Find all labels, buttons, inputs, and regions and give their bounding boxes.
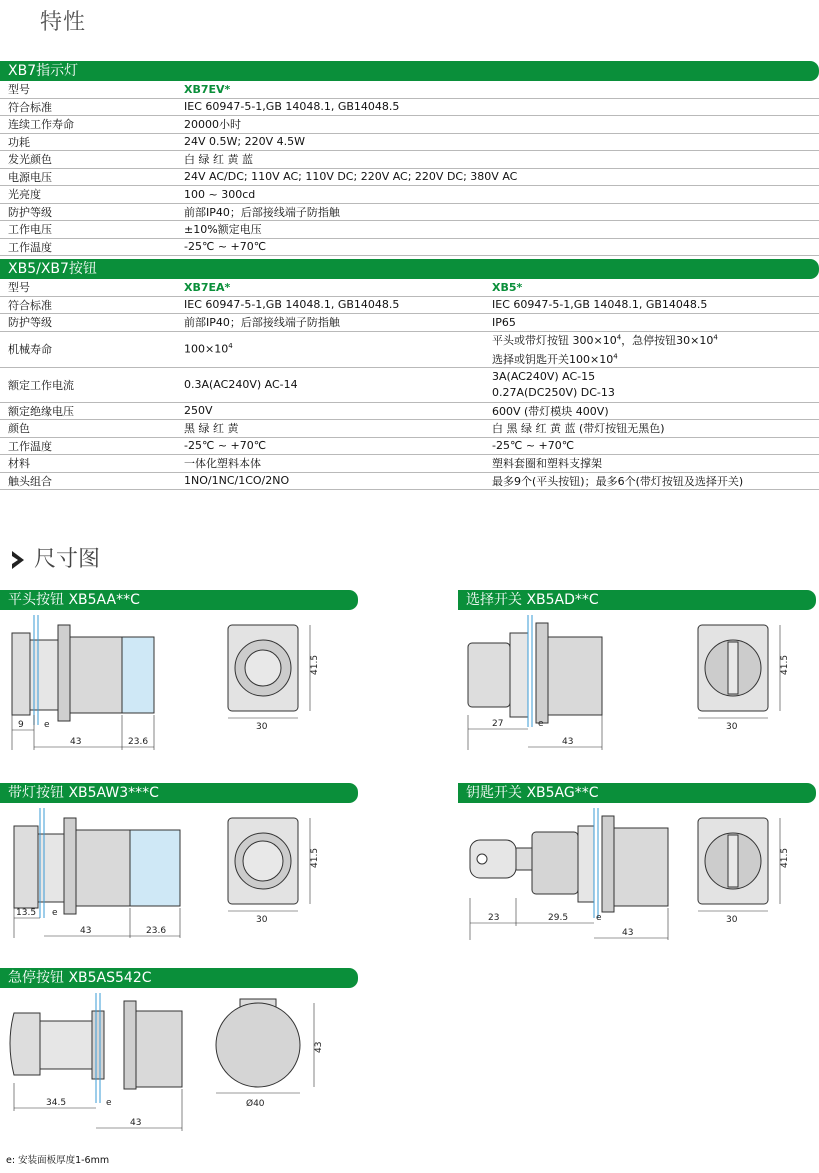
value-line: [492, 281, 819, 294]
value-text: 0.27A(DC250V) DC-13: [492, 386, 615, 399]
spec-key: 连续工作寿命: [0, 116, 176, 134]
dimensions-heading: [10, 542, 100, 573]
dim-a: 13.5: [16, 908, 37, 918]
value-line: [492, 316, 819, 329]
spec-value: XB7EV*: [176, 81, 819, 98]
value-text: 白 黑 绿 红 黄 蓝 (带灯按钮无黑色): [492, 422, 665, 436]
dim-h: 43: [314, 1041, 324, 1053]
spec-value-a: [176, 455, 484, 473]
spec-value-b: [484, 420, 819, 438]
key-switch-side-drawing: [462, 808, 682, 948]
xb5-spec-table: [0, 279, 819, 490]
value-text: 250V: [184, 404, 213, 418]
value-text: 最多9个(平头按钮)；最多6个(带灯按钮及选择开关): [492, 474, 744, 488]
spec-key: 电源电压: [0, 168, 176, 186]
spec-value-b: [484, 402, 819, 420]
spec-value-b: [484, 472, 819, 490]
value-text: ，急停按钮30×10: [621, 333, 714, 347]
key-switch-front-drawing: [690, 808, 810, 928]
spec-value-b: [484, 437, 819, 455]
flush-button-front-drawing: [220, 615, 340, 735]
value-line: [492, 473, 819, 489]
table-row: [0, 186, 819, 204]
value-text: 1NO/1NC/1CO/2NO: [184, 474, 290, 488]
spec-key: 型号: [0, 279, 176, 296]
spec-key: 防护等级: [0, 203, 176, 221]
spec-key: 机械寿命: [0, 331, 176, 367]
table-row: [0, 203, 819, 221]
dim-b: 43: [70, 737, 82, 747]
dim-b: 43: [622, 928, 634, 938]
spec-value-b: [484, 314, 819, 332]
value-text: 0.3A(AC240V) AC-14: [184, 378, 298, 391]
dim-a: 27: [492, 719, 504, 729]
estop-side-drawing: [0, 993, 200, 1133]
dim-e: e: [106, 1098, 112, 1108]
superscript: 4: [613, 351, 618, 360]
value-text: 600V (带灯模块 400V): [492, 404, 609, 418]
table-row: [0, 472, 819, 490]
value-text: IEC 60947-5-1,GB 14048.1, GB14048.5: [184, 298, 400, 312]
spec-value-b: [484, 279, 819, 296]
dim-b: 43: [562, 737, 574, 747]
spec-key: 颜色: [0, 420, 176, 438]
table-row: [0, 402, 819, 420]
spec-value-a: [176, 279, 484, 296]
illuminated-button-front-drawing: [220, 808, 340, 928]
panel-bar-estop: 急停按钮 XB5AS542C: [0, 968, 358, 988]
spec-value-a: [176, 331, 484, 367]
spec-key: 材料: [0, 455, 176, 473]
table-row: [0, 133, 819, 151]
value-line: [492, 455, 819, 471]
superscript: 4: [228, 342, 233, 351]
spec-value: 20000小时: [176, 116, 819, 134]
spec-key: 光亮度: [0, 186, 176, 204]
dim-e: e: [52, 908, 58, 918]
table-row: [0, 116, 819, 134]
selector-front-drawing: [690, 615, 810, 735]
superscript: 4: [616, 332, 622, 341]
table-row: [0, 279, 819, 296]
table-row: [0, 98, 819, 116]
dim-b: 43: [80, 926, 92, 936]
dim-c: 23.6: [146, 926, 167, 936]
selector-side-drawing: [462, 615, 632, 755]
value-line: [492, 298, 819, 311]
superscript: 4: [713, 332, 718, 341]
spec-value: 白 绿 红 黄 蓝: [176, 151, 819, 169]
table-row: [0, 168, 819, 186]
estop-front-drawing: [210, 993, 330, 1123]
spec-key: 额定工作电流: [0, 367, 176, 402]
spec-value-a: [176, 296, 484, 314]
spec-value-a: [176, 472, 484, 490]
dim-c: 23.6: [128, 737, 149, 747]
spec-value-b: [484, 331, 819, 367]
value-text: 100×10: [184, 342, 229, 356]
dim-w: 30: [256, 722, 268, 732]
table-row: [0, 437, 819, 455]
spec-key: 型号: [0, 81, 176, 98]
value-line: [492, 370, 819, 383]
dim-a: 23: [488, 913, 500, 923]
spec-value-a: [176, 420, 484, 438]
table-row: [0, 331, 819, 367]
value-line: [492, 386, 819, 399]
dim-h: 41.5: [780, 847, 790, 868]
dim-w: 30: [256, 915, 268, 925]
table-row: [0, 455, 819, 473]
dim-m: 29.5: [548, 913, 569, 923]
table-row: [0, 81, 819, 98]
spec-value-a: [176, 437, 484, 455]
spec-value: -25℃ ~ +70℃: [176, 238, 819, 256]
spec-value: IEC 60947-5-1,GB 14048.1, GB14048.5: [176, 98, 819, 116]
value-line: [492, 439, 819, 452]
panel-bar-key: 钥匙开关 XB5AG**C: [458, 783, 816, 803]
dimensions-title: 尺寸图: [34, 547, 101, 572]
value-line: [492, 351, 819, 367]
spec-value-a: [176, 402, 484, 420]
table-row: [0, 296, 819, 314]
xb5-section-bar: XB5/XB7按钮: [0, 259, 819, 279]
table-row: [0, 367, 819, 402]
spec-key: 工作温度: [0, 238, 176, 256]
dim-e: e: [44, 720, 50, 730]
dim-b: 43: [130, 1118, 142, 1128]
spec-key: 工作电压: [0, 221, 176, 239]
value-text: -25℃ ~ +70℃: [492, 439, 575, 453]
flush-button-side-drawing: [0, 615, 200, 755]
table-row: [0, 151, 819, 169]
value-text: 平头或带灯按钮 300×10: [492, 333, 617, 347]
spec-key: 工作温度: [0, 437, 176, 455]
spec-value-b: [484, 455, 819, 473]
value-text: XB7EA*: [184, 280, 231, 294]
chevron-right-icon: [10, 549, 26, 571]
dim-h: 41.5: [310, 654, 320, 675]
value-line: [492, 332, 819, 348]
spec-value: 24V 0.5W; 220V 4.5W: [176, 133, 819, 151]
value-text: 一体化塑料本体: [184, 457, 261, 471]
dim-w: Ø40: [246, 1099, 265, 1109]
value-text: 前部IP40；后部接线端子防指触: [184, 316, 340, 330]
dim-h: 41.5: [310, 847, 320, 868]
panel-bar-selector: 选择开关 XB5AD**C: [458, 590, 816, 610]
dim-a: 34.5: [46, 1098, 67, 1108]
panel-bar-illuminated: 带灯按钮 XB5AW3***C: [0, 783, 358, 803]
spec-key: 符合标准: [0, 296, 176, 314]
spec-value-b: [484, 296, 819, 314]
dim-a: 9: [18, 720, 24, 730]
table-row: [0, 314, 819, 332]
value-text: 塑料套圈和塑料支撑架: [492, 457, 602, 471]
spec-value: 100 ~ 300cd: [176, 186, 819, 204]
dim-e: e: [596, 913, 602, 923]
value-text: IP65: [492, 315, 516, 329]
spec-key: 发光颜色: [0, 151, 176, 169]
spec-key: 功耗: [0, 133, 176, 151]
illuminated-button-side-drawing: [0, 808, 200, 948]
spec-value-a: [176, 367, 484, 402]
table-row: [0, 221, 819, 239]
spec-value: 24V AC/DC; 110V AC; 110V DC; 220V AC; 220V DC; 380V AC: [176, 168, 819, 186]
table-row: [0, 238, 819, 256]
spec-key: 符合标准: [0, 98, 176, 116]
spec-key: 防护等级: [0, 314, 176, 332]
spec-key: 触头组合: [0, 472, 176, 490]
spec-key: 额定绝缘电压: [0, 402, 176, 420]
value-line: [492, 403, 819, 419]
spec-value-a: [176, 314, 484, 332]
value-line: [492, 420, 819, 436]
value-text: -25℃ ~ +70℃: [184, 439, 267, 453]
mounting-note: e: 安装面板厚度1-6mm: [6, 1155, 110, 1166]
page-title: 特性: [40, 10, 87, 35]
panel-bar-flush: 平头按钮 XB5AA**C: [0, 590, 358, 610]
spec-value-b: [484, 367, 819, 402]
value-text: XB5*: [492, 280, 523, 294]
xb7-section-bar: XB7指示灯: [0, 61, 819, 81]
spec-value: 前部IP40；后部接线端子防指触: [176, 203, 819, 221]
table-row: [0, 420, 819, 438]
value-text: 黑 绿 红 黄: [184, 422, 239, 436]
spec-value: ±10%额定电压: [176, 221, 819, 239]
dim-w: 30: [726, 915, 738, 925]
dim-h: 41.5: [780, 654, 790, 675]
xb7-spec-table: [0, 81, 819, 256]
value-text: 3A(AC240V) AC-15: [492, 370, 596, 383]
dim-w: 30: [726, 722, 738, 732]
dim-e: e: [538, 719, 544, 729]
value-text: IEC 60947-5-1,GB 14048.1, GB14048.5: [492, 298, 708, 312]
value-text: 选择或钥匙开关100×10: [492, 352, 614, 366]
